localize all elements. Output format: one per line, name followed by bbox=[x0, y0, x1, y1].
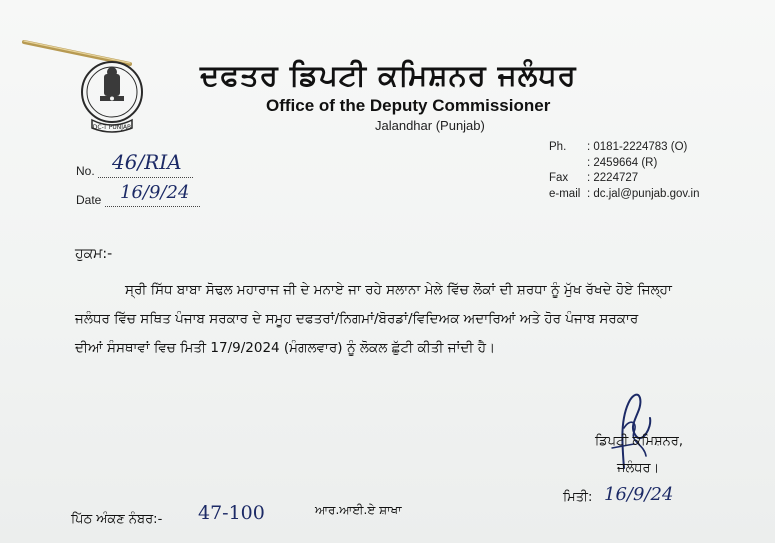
endorsement-label: ਪਿੱਠ ਅੰਕਣ ਨੰਬਰ:- bbox=[71, 512, 163, 527]
endorsement-value: 47-100 bbox=[198, 502, 265, 524]
signature-date-label: ਮਿਤੀ: bbox=[563, 490, 593, 505]
state-emblem-icon bbox=[78, 58, 146, 136]
signatory-place: ਜਲੰਧਰ। bbox=[617, 461, 660, 476]
office-title-english: Office of the Deputy Commissioner bbox=[266, 96, 551, 115]
phone-label: Ph. bbox=[549, 141, 567, 153]
phone-residence: : 2459664 (R) bbox=[587, 156, 658, 169]
phone-office: : 0181-2224783 (O) bbox=[587, 141, 688, 153]
signature-date-value: 16/9/24 bbox=[604, 484, 674, 505]
office-title-punjabi: ਦਫਤਰ ਡਿਪਟੀ ਕਮਿਸ਼ਨਰ ਜਲੰਧਰ bbox=[200, 58, 577, 92]
email-label: e-mail bbox=[549, 187, 581, 200]
order-line-2: ਜਲੰਧਰ ਵਿੱਚ ਸਥਿਤ ਪੰਜਾਬ ਸਰਕਾਰ ਦੇ ਸਮੂਹ ਦਫਤਰਾਂ/ਨਿਗਮਾਂ/ਬੋਰਡਾਂ/ਵਿਦਿਅਕ ਅਦਾਰਿਆਂ ਅਤੇ ਹੋਰ ਪੰਜਾਬ ਸਰਕਾਰ bbox=[75, 311, 639, 327]
order-line-1: ਸ੍ਰੀ ਸਿੱਧ ਬਾਬਾ ਸੋਢਲ ਮਹਾਰਾਜ ਜੀ ਦੇ ਮਨਾਏ ਜਾ ਰਹੇ ਸਲਾਨਾ ਮੇਲੇ ਵਿੱਚ ਲੋਕਾਂ ਦੀ ਸ਼ਰਧਾ ਨੂੰ ਮੁੱਖ ਰੱਖਦੇ ਹੋਏ ਜਿਲ੍ਹਾ bbox=[125, 282, 672, 298]
ref-date-value: 16/9/24 bbox=[120, 182, 190, 203]
order-line-3: ਦੀਆਂ ਸੰਸਥਾਵਾਂ ਵਿਚ ਮਿਤੀ 17/9/2024 (ਮੰਗਲਵਾਰ) ਨੂੰ ਲੋਕਲ ਛੁੱਟੀ ਕੀਤੀ ਜਾਂਦੀ ਹੈ। bbox=[75, 340, 496, 356]
signatory-block bbox=[595, 428, 683, 482]
ref-no-value: 46/RIA bbox=[112, 150, 182, 174]
fax-label: Fax bbox=[549, 172, 569, 184]
fax-value: : 2224727 bbox=[587, 172, 639, 184]
signature-date bbox=[563, 490, 592, 505]
branch-name: ਆਰ.ਆਈ.ਏ ਸ਼ਾਖਾ bbox=[315, 503, 402, 517]
ref-date-label: Date bbox=[76, 193, 102, 207]
ref-no-label: No. bbox=[76, 164, 95, 178]
email-value: : dc.jal@punjab.gov.in bbox=[587, 187, 700, 200]
office-location: Jalandhar (Punjab) bbox=[375, 118, 485, 133]
emblem-text: DC-T PUNJAB bbox=[92, 124, 132, 131]
order-heading: ਹੁਕਮ:- bbox=[75, 246, 113, 262]
contact-block bbox=[549, 140, 699, 202]
signatory-designation: ਡਿਪਟੀ ਕਮਿਸ਼ਨਰ, bbox=[595, 434, 683, 449]
order-body bbox=[75, 276, 715, 363]
